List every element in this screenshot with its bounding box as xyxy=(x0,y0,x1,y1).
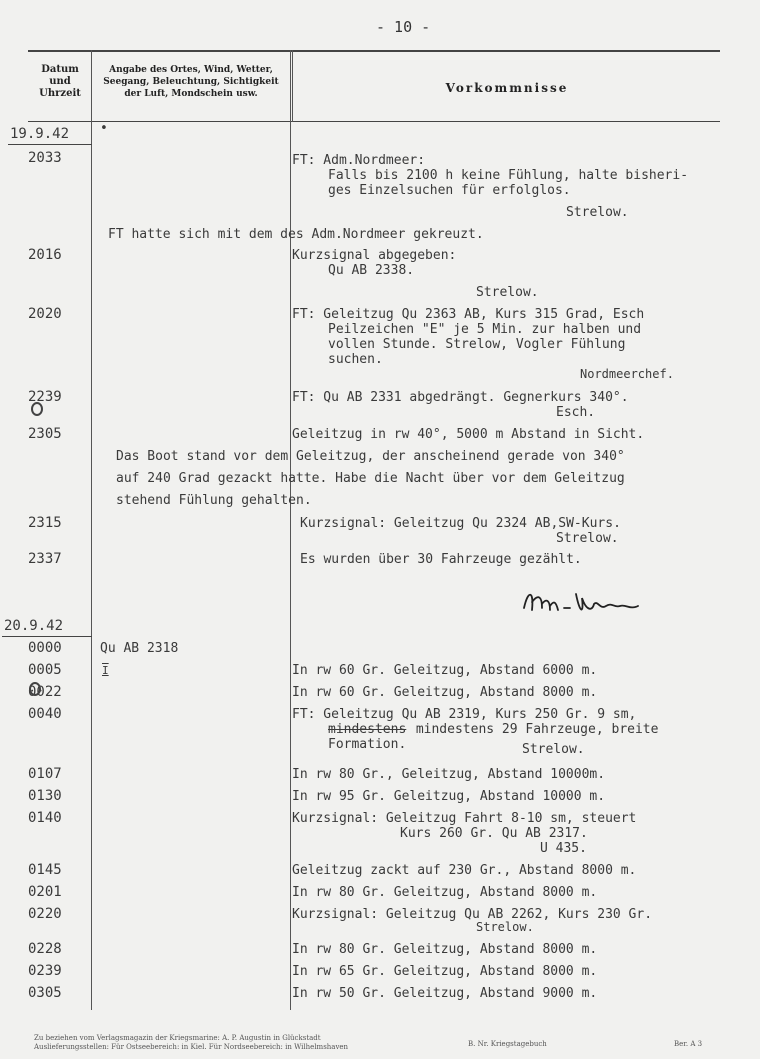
column-divider-2b xyxy=(292,50,293,122)
column-divider-1 xyxy=(91,50,92,1010)
entry-line: FT hatte sich mit dem des Adm.Nordmeer gekreuzt. xyxy=(108,227,484,242)
header-vorkommnisse: Vorkommnisse xyxy=(445,81,569,95)
entry-line: In rw 60 Gr. Geleitzug, Abstand 6000 m. xyxy=(292,663,598,678)
entry-line: In rw 95 Gr. Geleitzug, Abstand 10000 m. xyxy=(292,789,606,804)
entry-line: ges Einzelsuchen für erfolglos. xyxy=(328,183,571,198)
entry-line: Strelow. xyxy=(476,285,539,300)
time-entry: 0305 xyxy=(28,985,62,1001)
entry-line: U 435. xyxy=(540,841,587,856)
time-entry: 0220 xyxy=(28,906,62,922)
time-entry: 0145 xyxy=(28,862,62,878)
time-entry: 0005 xyxy=(28,662,62,678)
entry-line: Strelow. xyxy=(476,920,534,934)
entry-line: FT: Qu AB 2331 abgedrängt. Gegnerkurs 340°. xyxy=(292,390,629,405)
entry-line: suchen. xyxy=(328,352,383,367)
entry-line: Qu AB 2338. xyxy=(328,263,415,278)
page-number: - 10 - xyxy=(376,18,431,36)
entry-line: In rw 80 Gr., Geleitzug, Abstand 10000m. xyxy=(292,767,606,782)
date-underline xyxy=(2,636,92,637)
entry-line: Peilzeichen "E" je 5 Min. zur halben und xyxy=(328,322,642,337)
entry-line: In rw 80 Gr. Geleitzug, Abstand 8000 m. xyxy=(292,942,598,957)
place-bullet: • xyxy=(100,121,108,136)
time-entry: 2337 xyxy=(28,551,62,567)
time-entry: 2033 xyxy=(28,150,62,166)
footer-page-code: Ber. A 3 xyxy=(674,1040,703,1048)
entry-line: FT: Geleitzug Qu 2363 AB, Kurs 315 Grad, Esch xyxy=(292,307,645,322)
time-entry: 0107 xyxy=(28,766,62,782)
header-ort-wetter: Angabe des Ortes, Wind, Wetter, Seegang, Beleuchtung, Sichtigkeit der Luft, Mondschein usw. xyxy=(103,65,279,99)
entry-line: Falls bis 2100 h keine Fühlung, halte bisheri- xyxy=(328,168,689,183)
entry-line: Kurzsignal: Geleitzug Qu 2324 AB,SW-Kurs. xyxy=(300,516,621,531)
punch-hole-mark-icon xyxy=(30,402,44,416)
entry-line: Geleitzug zackt auf 230 Gr., Abstand 8000 m. xyxy=(292,863,637,878)
entry-line: vollen Stunde. Strelow, Vogler Fühlung xyxy=(328,337,626,352)
place-symbol: I xyxy=(102,664,109,677)
entry-line: FT: Geleitzug Qu AB 2319, Kurs 250 Gr. 9 sm, xyxy=(292,707,637,722)
entry-line: Kurs 260 Gr. Qu AB 2317. xyxy=(400,826,588,841)
entry-line: Kurzsignal abgegeben: xyxy=(292,248,457,263)
entry-line: Das Boot stand vor dem Geleitzug, der anscheinend gerade von 340° xyxy=(116,449,625,464)
entry-line: In rw 65 Gr. Geleitzug, Abstand 8000 m. xyxy=(292,964,598,979)
column-divider-2 xyxy=(290,50,291,1010)
time-entry: 2239 xyxy=(28,389,62,405)
time-entry: 2315 xyxy=(28,515,62,531)
time-entry: 2305 xyxy=(28,426,62,442)
time-entry: 0130 xyxy=(28,788,62,804)
entry-line: mindestens 29 Fahrzeuge, breite xyxy=(408,722,659,737)
time-entry: 0040 xyxy=(28,706,62,722)
header-datum-uhrzeit: Datum und Uhrzeit xyxy=(39,64,81,99)
time-entry: 0201 xyxy=(28,884,62,900)
time-entry: 0000 xyxy=(28,640,62,656)
date-underline xyxy=(8,144,92,145)
time-entry: 0022 xyxy=(28,684,62,700)
entry-line: Nordmeerchef. xyxy=(580,367,674,381)
entry-line: In rw 60 Gr. Geleitzug, Abstand 8000 m. xyxy=(292,685,598,700)
entry-line: In rw 50 Gr. Geleitzug, Abstand 9000 m. xyxy=(292,986,598,1001)
punch-hole-mark-icon xyxy=(28,682,42,696)
entry-line: Kurzsignal: Geleitzug Qu AB 2262, Kurs 230 Gr. xyxy=(292,907,653,922)
date-label: 19.9.42 xyxy=(10,126,70,142)
entry-line: Es wurden über 30 Fahrzeuge gezählt. xyxy=(300,552,582,567)
entry-line: FT: Adm.Nordmeer: xyxy=(292,153,426,168)
entry-line: Formation. xyxy=(328,737,407,752)
entry-line: auf 240 Grad gezackt hatte. Habe die Nacht über vor dem Geleitzug xyxy=(116,471,625,486)
footer-publisher-note: Zu beziehen vom Verlagsmagazin der Kriegsmarine: A. P. Augustin in Glückstadt Auslieferungsstellen: Für Ostseebereich: in Kiel. Für Nordseebereich: in Wilhelmshaven xyxy=(34,1034,349,1051)
header-top-rule xyxy=(28,50,720,52)
time-entry: 2020 xyxy=(28,306,62,322)
time-entry: 0140 xyxy=(28,810,62,826)
entry-line: Strelow. xyxy=(566,205,629,220)
time-entry: 0228 xyxy=(28,941,62,957)
time-entry: 2016 xyxy=(28,247,62,263)
entry-line: Esch. xyxy=(556,405,596,420)
entry-line: Strelow. xyxy=(556,531,619,546)
entry-line: Kurzsignal: Geleitzug Fahrt 8-10 sm, steuert xyxy=(292,811,637,826)
entry-line: In rw 80 Gr. Geleitzug, Abstand 8000 m. xyxy=(292,885,598,900)
place-position: Qu AB 2318 xyxy=(100,641,179,656)
entry-line: Geleitzug in rw 40°, 5000 m Abstand in Sicht. xyxy=(292,427,645,442)
time-entry: 0239 xyxy=(28,963,62,979)
date-label: 20.9.42 xyxy=(4,618,64,634)
handwritten-signature xyxy=(520,584,650,620)
footer-form-number: B. Nr. Kriegstagebuch xyxy=(468,1040,547,1048)
header-bottom-rule xyxy=(28,121,720,122)
entry-line: stehend Fühlung gehalten. xyxy=(116,493,312,508)
entry-line: Strelow. xyxy=(522,742,585,757)
entry-line-struck: mindestens xyxy=(328,722,407,737)
